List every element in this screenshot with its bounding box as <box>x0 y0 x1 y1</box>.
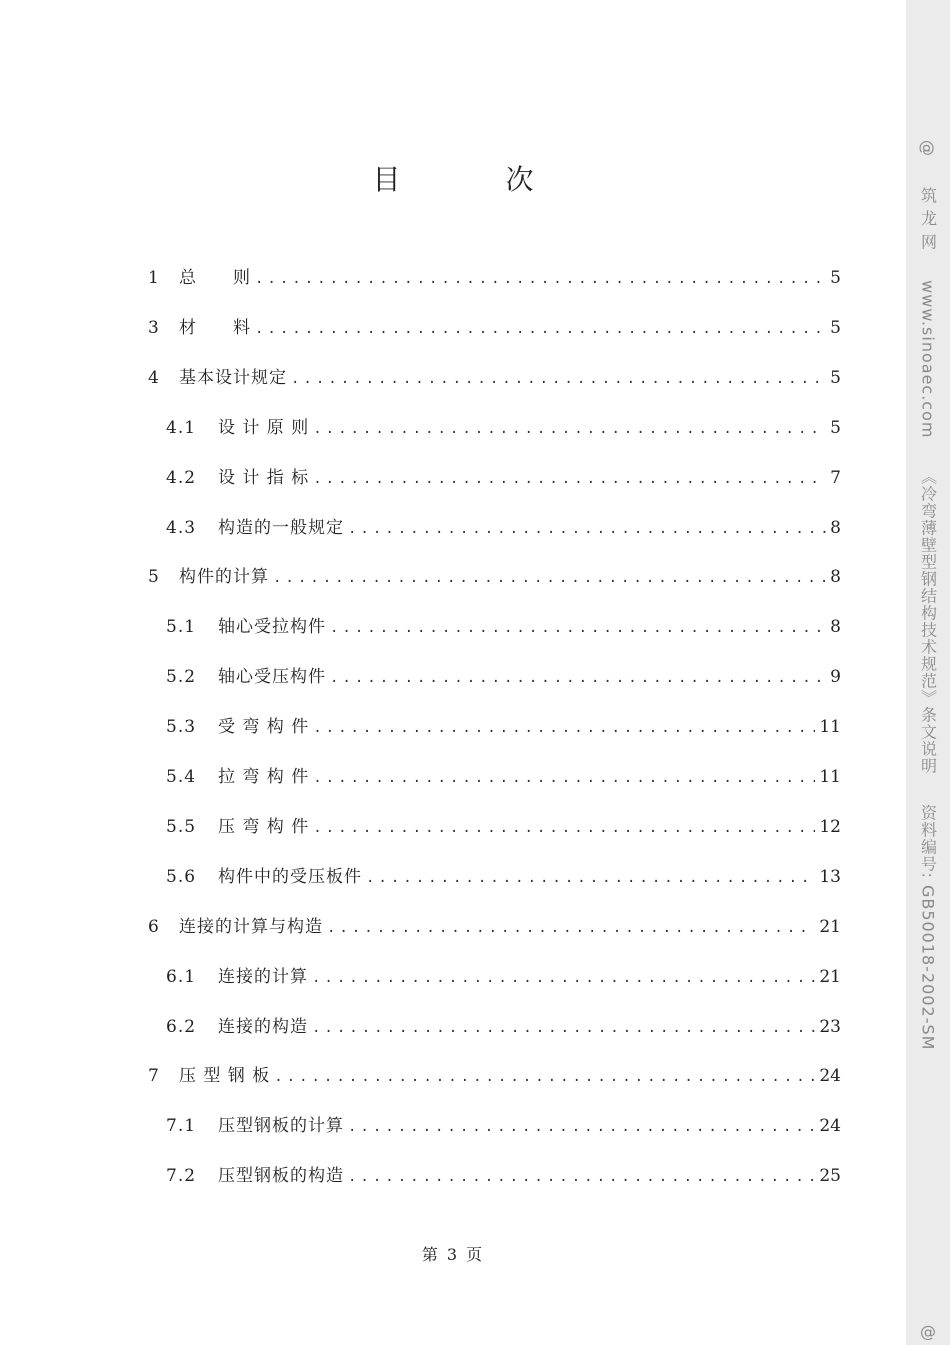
toc-entry-label: 压 弯 构 件 <box>218 816 310 837</box>
toc-dot-leader <box>313 466 826 492</box>
toc-entry-label: 轴心受压构件 <box>218 667 326 688</box>
toc-dot-leader <box>366 865 815 891</box>
toc-entry[interactable] <box>148 315 841 341</box>
toc-entry-page: 24 <box>819 1066 841 1087</box>
toc-entry-label: 连接的计算 <box>218 966 308 987</box>
toc-entry-label: 构件的计算 <box>179 567 269 588</box>
toc-entry-number: 5 <box>148 567 159 588</box>
toc-entry-number: 4.1 <box>166 417 197 438</box>
toc-entry-label: 压 型 钢 板 <box>179 1066 271 1087</box>
toc-dot-leader <box>348 1114 815 1140</box>
toc-entry-number: 4.2 <box>166 467 197 488</box>
toc-entry-label: 材 料 <box>179 317 251 338</box>
toc-entry-number: 6.1 <box>166 966 197 987</box>
toc-entry-number: 5.4 <box>166 767 197 787</box>
toc-entry-number: 7.2 <box>166 1166 197 1187</box>
toc-entry-number: 3 <box>148 317 159 338</box>
toc-entry[interactable] <box>148 564 841 590</box>
toc-entry[interactable] <box>166 1014 841 1040</box>
toc-entry-page: 13 <box>819 866 841 887</box>
side-watermark-text <box>917 140 940 1050</box>
toc-dot-leader <box>330 665 826 691</box>
toc-entry[interactable] <box>166 1113 841 1139</box>
toc-entry-number: 5.6 <box>166 866 197 887</box>
toc-entry-page: 5 <box>830 317 841 338</box>
toc-entry-page: 12 <box>819 816 841 837</box>
toc-entry-number: 7.1 <box>166 1116 197 1137</box>
toc-dot-leader <box>348 1164 815 1190</box>
toc-entry-label: 基本设计规定 <box>179 367 287 388</box>
toc-entry-page: 5 <box>830 367 841 388</box>
watermark-url: www.sinoaec.com <box>918 280 938 439</box>
toc-entry[interactable] <box>166 764 841 790</box>
watermark-at-sign-bottom: @ <box>920 1322 936 1341</box>
toc-entry-label: 设 计 指 标 <box>218 467 310 488</box>
toc-entry-page: 25 <box>819 1166 841 1187</box>
toc-entry-label: 设 计 原 则 <box>218 417 310 438</box>
toc-entry-number: 6 <box>148 916 159 937</box>
toc-entry-label: 连接的计算与构造 <box>179 916 323 937</box>
toc-entry-page: 9 <box>830 667 841 688</box>
page-footer: 第 3 页 <box>421 1245 485 1264</box>
toc-dot-leader <box>313 416 826 442</box>
toc-entry-page: 24 <box>819 1116 841 1137</box>
toc-dot-leader <box>274 1064 815 1090</box>
toc-entry-page: 5 <box>830 417 841 438</box>
toc-entry-page: 21 <box>819 916 841 937</box>
toc-entry-number: 7 <box>148 1066 159 1087</box>
toc-dot-leader <box>273 565 826 591</box>
toc-entry[interactable] <box>166 664 841 690</box>
toc-entry-label: 构件中的受压板件 <box>218 866 362 887</box>
toc-dot-leader <box>255 316 826 342</box>
toc-entry-page: 11 <box>819 767 841 787</box>
page-title: 目 次 <box>372 163 582 196</box>
toc-entry-page: 5 <box>830 268 841 288</box>
toc-entry-number: 5.2 <box>166 667 197 688</box>
toc-dot-leader <box>330 615 826 641</box>
toc-entry[interactable] <box>148 914 841 940</box>
watermark-at-sign: @ <box>918 140 938 157</box>
toc-entry[interactable] <box>166 415 841 441</box>
toc-entry[interactable] <box>166 714 841 740</box>
toc-dot-leader <box>255 266 826 292</box>
toc-dot-leader <box>313 765 815 791</box>
toc-entry-page: 23 <box>819 1016 841 1037</box>
toc-entry-page: 11 <box>819 717 841 738</box>
toc-entry[interactable] <box>166 864 841 890</box>
toc-entry[interactable] <box>148 265 841 291</box>
toc-entry[interactable] <box>166 465 841 491</box>
toc-entry-number: 5.3 <box>166 717 197 738</box>
toc-entry-label: 总 则 <box>179 268 251 288</box>
toc-dot-leader <box>327 915 815 941</box>
toc-entry-number: 1 <box>148 268 159 288</box>
toc-entry-number: 4.3 <box>166 517 197 538</box>
toc-entry-label: 受 弯 构 件 <box>218 717 310 738</box>
toc-entry[interactable] <box>148 365 841 391</box>
toc-entry-label: 压型钢板的构造 <box>218 1166 344 1187</box>
toc-entry[interactable] <box>166 614 841 640</box>
toc-entry-page: 21 <box>819 966 841 987</box>
watermark-site-name: 筑 龙 网 <box>918 187 938 251</box>
toc-entry[interactable] <box>166 814 841 840</box>
toc-entry-page: 8 <box>830 617 841 638</box>
toc-entry[interactable] <box>166 515 841 541</box>
toc-entry-label: 压型钢板的计算 <box>218 1116 344 1137</box>
toc-entry-label: 连接的构造 <box>218 1016 308 1037</box>
toc-dot-leader <box>312 1015 815 1041</box>
toc-entry-number: 6.2 <box>166 1016 197 1037</box>
toc-entry-label: 轴心受拉构件 <box>218 617 326 638</box>
toc-entry-number: 5.5 <box>166 816 197 837</box>
toc-entry-label: 拉 弯 构 件 <box>218 767 310 787</box>
toc-dot-leader <box>313 715 815 741</box>
toc-dot-leader <box>313 815 815 841</box>
toc-entry[interactable] <box>166 964 841 990</box>
toc-entry[interactable] <box>148 1063 841 1089</box>
toc-dot-leader <box>348 516 826 542</box>
watermark-doc-code: 资料编号: GB50018-2002-SM <box>918 804 938 1051</box>
toc-entry-page: 8 <box>830 567 841 588</box>
toc-dot-leader <box>312 965 815 991</box>
toc-entry-page: 8 <box>830 517 841 538</box>
watermark-doc-title: 《冷弯薄壁型钢结构技术规范》条文说明 <box>918 468 938 775</box>
toc-entry[interactable] <box>166 1163 841 1189</box>
toc-entry-number: 4 <box>148 367 159 388</box>
toc-dot-leader <box>291 366 826 392</box>
toc-entry-number: 5.1 <box>166 617 197 638</box>
toc-entry-page: 7 <box>830 467 841 488</box>
side-watermark-band <box>906 0 950 1345</box>
toc-entry-label: 构造的一般规定 <box>218 517 344 538</box>
